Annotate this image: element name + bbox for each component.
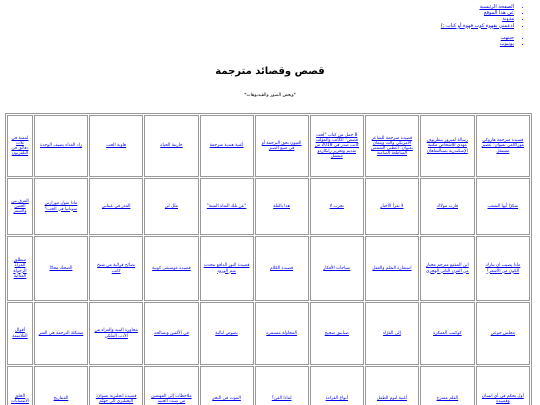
article-link[interactable]: إلى القرّاء xyxy=(383,330,401,336)
table-cell xyxy=(34,302,88,365)
table-cell xyxy=(255,178,309,235)
page-subtitle: *وبعض الصور والفيديوهات* xyxy=(244,93,296,98)
article-link[interactable]: سياحات الأفكار xyxy=(323,265,351,271)
article-link[interactable]: "عن تلك الفتاة الميتة" xyxy=(206,203,247,209)
table-cell xyxy=(89,366,143,405)
table-cell xyxy=(476,366,530,405)
table-cell xyxy=(7,115,33,177)
table-cell xyxy=(144,302,198,365)
youtube-link[interactable]: • يوتيوب xyxy=(264,41,514,47)
article-link[interactable]: قصيدة مترجمة للشاعر الأمريكي والت ويتمان بعنوان: أعطني الشمس الساطعة الصامتة xyxy=(371,135,413,157)
table-cell xyxy=(7,178,33,235)
table-cell xyxy=(476,302,530,365)
table-cell xyxy=(200,366,254,405)
article-link[interactable]: أغنية هندية مترجمة xyxy=(209,143,244,149)
article-link[interactable]: قصيدة موسيقى كونية xyxy=(152,265,191,271)
article-link[interactable]: نصائح قرائية من شيخ كاتب xyxy=(97,263,136,274)
table-cell xyxy=(255,302,309,365)
article-link[interactable]: في الألفين ونصالحه xyxy=(154,330,189,336)
table-cell xyxy=(365,178,419,235)
table-cell xyxy=(365,236,419,301)
table-row xyxy=(7,302,530,365)
article-link[interactable]: صنابيق صحيح xyxy=(324,330,349,336)
table-cell xyxy=(7,302,33,365)
article-link[interactable]: الخلق الانتسابات xyxy=(11,393,29,404)
article-link[interactable]: لا تقرأ الأخبار xyxy=(380,203,404,209)
table-cell xyxy=(144,115,198,177)
table-cell xyxy=(7,366,33,405)
article-link[interactable]: هاوية الحب xyxy=(106,143,127,149)
table-row xyxy=(7,236,530,301)
table-cell xyxy=(476,115,530,177)
article-link[interactable]: حارتنة الحياة xyxy=(160,143,183,149)
table-cell xyxy=(34,178,88,235)
table-row xyxy=(7,366,530,405)
table-cell xyxy=(255,366,309,405)
article-link[interactable]: 8 جمل من كتاب "لحت قصص" الكاتب والمؤلف كاتب صدر في 2018 من تقديم وتحرير رايكاردو ميتشل xyxy=(314,132,359,159)
article-link[interactable]: استمارة التعلم والعقل xyxy=(372,265,412,271)
table-cell xyxy=(34,115,88,177)
article-link[interactable]: قارب مولاك xyxy=(436,203,459,209)
top-navigation xyxy=(264,4,524,47)
table-row xyxy=(7,115,530,177)
article-link[interactable]: أقوال القلاسفة xyxy=(12,328,28,339)
article-link[interactable]: الموت في البحر xyxy=(212,396,241,402)
table-cell xyxy=(476,236,530,301)
support-link[interactable]: • ادعمني بقهوة كوب قهوة أو كتاب ;) xyxy=(264,23,514,29)
home-link[interactable]: • الصفحة الرئيسية xyxy=(264,4,514,10)
article-link[interactable]: نصوص ليالية xyxy=(215,330,238,336)
table-cell xyxy=(255,236,309,301)
article-link[interactable]: ملاحظات إلى المهتمين من سبت الجنيه xyxy=(151,393,192,404)
table-cell xyxy=(144,236,198,301)
table-cell xyxy=(7,236,33,301)
article-link[interactable]: هذا يالقلة xyxy=(273,203,291,209)
article-link[interactable]: الفنتاريخ xyxy=(53,396,69,402)
table-cell xyxy=(310,366,364,405)
article-link[interactable]: مشكلة الترجمة هي الشر xyxy=(38,330,84,336)
table-cell xyxy=(310,236,364,301)
blog-link[interactable]: • مدونة xyxy=(264,16,514,22)
article-link[interactable]: ماذا يصيب ان تبارك الكون من الأشعر؟ xyxy=(485,263,521,274)
article-link[interactable]: لماذا الفن؟ xyxy=(271,396,292,402)
table-cell xyxy=(365,366,419,405)
article-link[interactable]: قصيدة الكلام xyxy=(270,265,294,271)
table-cell xyxy=(420,178,475,235)
article-link[interactable]: مجلس جوعي xyxy=(490,330,516,336)
table-cell xyxy=(89,302,143,365)
article-link[interactable]: العذر في عبثاني xyxy=(101,203,131,209)
table-cell xyxy=(420,302,475,365)
article-link[interactable]: كوكبنب العمكرة xyxy=(433,330,462,336)
article-link[interactable]: قصيدة انجليزية بعنوان: البخيليزي الى جهنّم xyxy=(95,393,137,404)
table-row xyxy=(7,178,530,235)
article-link[interactable]: زاد الغذاء يصيف الوحدة xyxy=(40,143,82,149)
article-link[interactable]: قصيدة مترجمة هاروكي موراكامي بعنوان: عصير مستقل xyxy=(481,138,524,154)
table-cell xyxy=(420,366,475,405)
table-cell xyxy=(200,236,254,301)
table-cell xyxy=(200,178,254,235)
article-link[interactable]: الضحك مجانًا xyxy=(49,265,73,271)
article-link[interactable]: ملل لي xyxy=(164,203,179,209)
table-cell xyxy=(144,366,198,405)
table-cell xyxy=(420,236,475,301)
article-link[interactable]: شكرًا أيها الشعب xyxy=(487,203,519,209)
article-link[interactable]: أول يحكم في أي انسان وقصيدة xyxy=(481,393,524,404)
table-cell xyxy=(200,302,254,365)
page-title: قصص وقصائد مترجمة xyxy=(215,66,325,77)
article-link[interactable]: منطلق المرأة الرجولة المثالية xyxy=(13,258,27,279)
table-cell xyxy=(255,115,309,177)
article-link[interactable]: ابن المقفع مترجم مختار من القرن الثاني الهجري xyxy=(425,263,469,274)
article-link[interactable]: الفرق بين الحنين والسفر xyxy=(11,198,29,215)
table-cell xyxy=(34,236,88,301)
article-link[interactable]: المحاولة مستمرة xyxy=(266,330,297,336)
article-link[interactable]: الفلم مسرح xyxy=(436,396,459,402)
article-link[interactable]: نجرب لا xyxy=(329,203,344,209)
github-link[interactable]: • جيتهب xyxy=(264,35,514,41)
table-cell xyxy=(89,236,143,301)
table-cell xyxy=(310,178,364,235)
articles-table xyxy=(5,113,532,405)
main-links xyxy=(264,4,524,29)
table-cell xyxy=(310,302,364,365)
about-link[interactable]: • عن هذا الموقع xyxy=(264,10,514,16)
article-link[interactable]: محاورة البنيه والعزاء من الأدب الملكي xyxy=(94,328,138,339)
table-cell xyxy=(89,115,143,177)
table-cell xyxy=(420,115,475,177)
social-links xyxy=(264,35,524,47)
table-cell xyxy=(200,115,254,177)
table-cell xyxy=(365,115,419,177)
article-link[interactable]: العيون بحق الترجمة أو في منبع الصبر xyxy=(261,140,302,151)
article-link[interactable]: لمسة في ثلاث دقائق في التلفزيون xyxy=(11,135,29,157)
article-link[interactable]: رسالة لمبروز بيطربوف مهدي للأشخاص مكتبة الإسكندرية بمبنالشاهان xyxy=(426,138,468,154)
table-cell xyxy=(310,115,364,177)
table-cell xyxy=(144,178,198,235)
table-cell xyxy=(89,178,143,235)
article-link[interactable]: أنواع القراءة xyxy=(325,396,348,402)
article-link[interactable]: قصيدة النور الدافع تتحدث شم الورود xyxy=(203,263,250,274)
table-cell xyxy=(34,366,88,405)
table-cell xyxy=(365,302,419,365)
article-link[interactable]: ماذا تقول موزارتي سوناتيا في الحب؟ xyxy=(44,201,78,212)
table-cell xyxy=(476,178,530,235)
article-link[interactable]: أغنية لنوم الطفل xyxy=(376,396,407,402)
